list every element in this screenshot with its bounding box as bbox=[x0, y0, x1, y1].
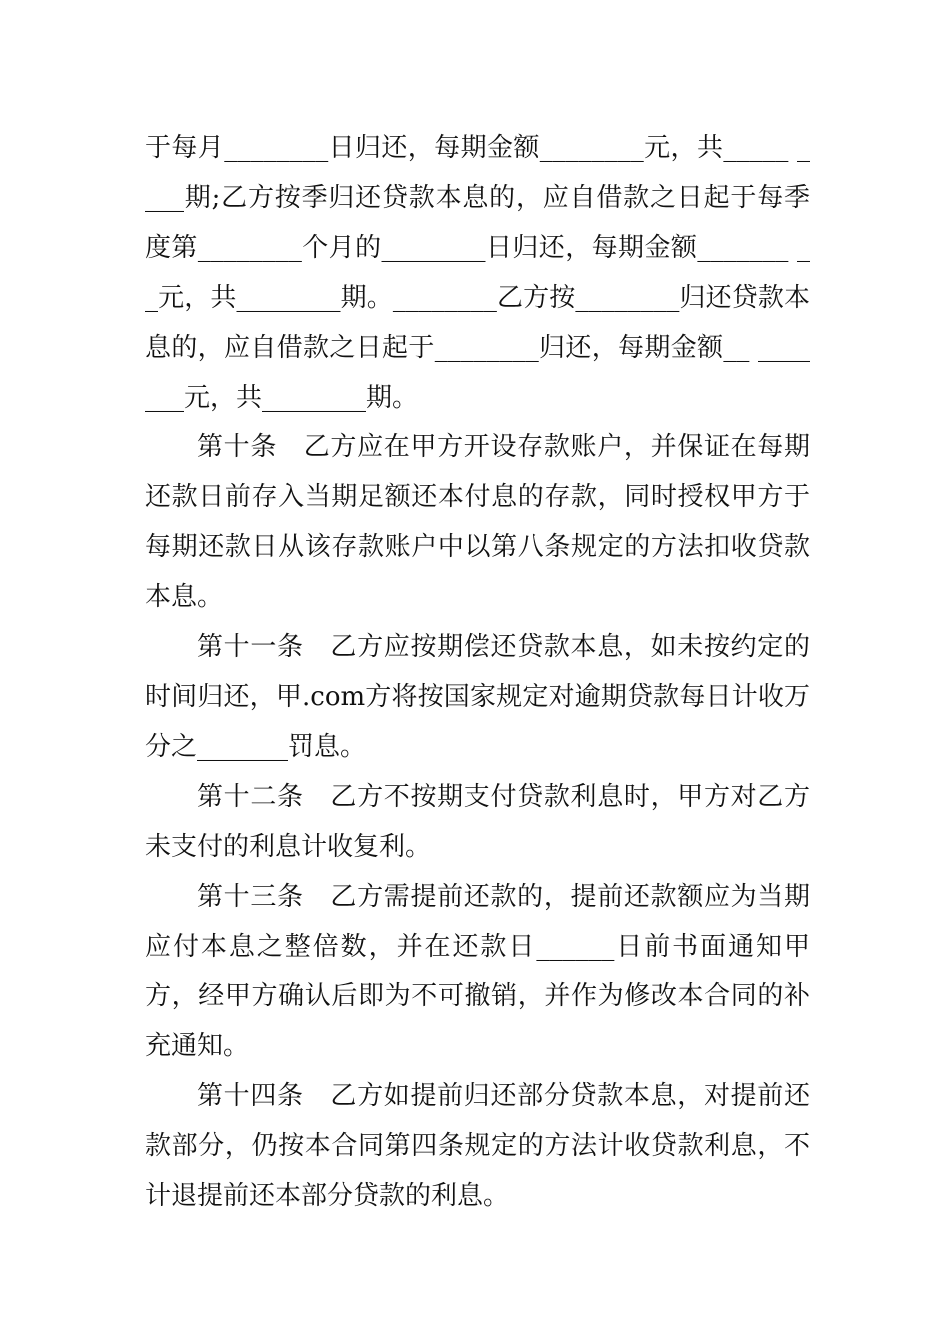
paragraph-article-10: 第十条 乙方应在甲方开设存款账户，并保证在每期还款日前存入当期足额还本付息的存款，同时授权甲方于每期还款日从该存款账户中以第八条规定的方法扣收贷款本息。 bbox=[145, 432, 810, 613]
document-body bbox=[145, 124, 810, 1222]
paragraph-article-13: 第十三条 乙方需提前还款的，提前还款额应为当期应付本息之整倍数，并在还款日______日前书面通知甲方，经甲方确认后即为不可撤销，并作为修改本合同的补充通知。 bbox=[145, 881, 810, 1062]
paragraph-article-12: 第十二条 乙方不按期支付贷款利息时，甲方对乙方未支付的利息计收复利。 bbox=[145, 781, 810, 862]
paragraph-article-14: 第十四条 乙方如提前归还部分贷款本息，对提前还款部分，仍按本合同第四条规定的方法计收贷款利息，不计退提前还本部分贷款的利息。 bbox=[145, 1081, 810, 1212]
paragraph-repayment-schedule: 于每月________日归还，每期金额________元，共_____ ____期;乙方按季归还贷款本息的，应自借款之日起于每季度第________个月的________日归还，每期金额_______ __元，共________期。________乙方按________归还贷款本息的，应自借款之日起于________归还，每期金额__ _______元，共________期。 bbox=[145, 133, 810, 413]
paragraph-article-11: 第十一条 乙方应按期偿还贷款本息，如未按约定的时间归还，甲.com方将按国家规定对逾期贷款每日计收万分之_______罚息。 bbox=[145, 632, 810, 762]
